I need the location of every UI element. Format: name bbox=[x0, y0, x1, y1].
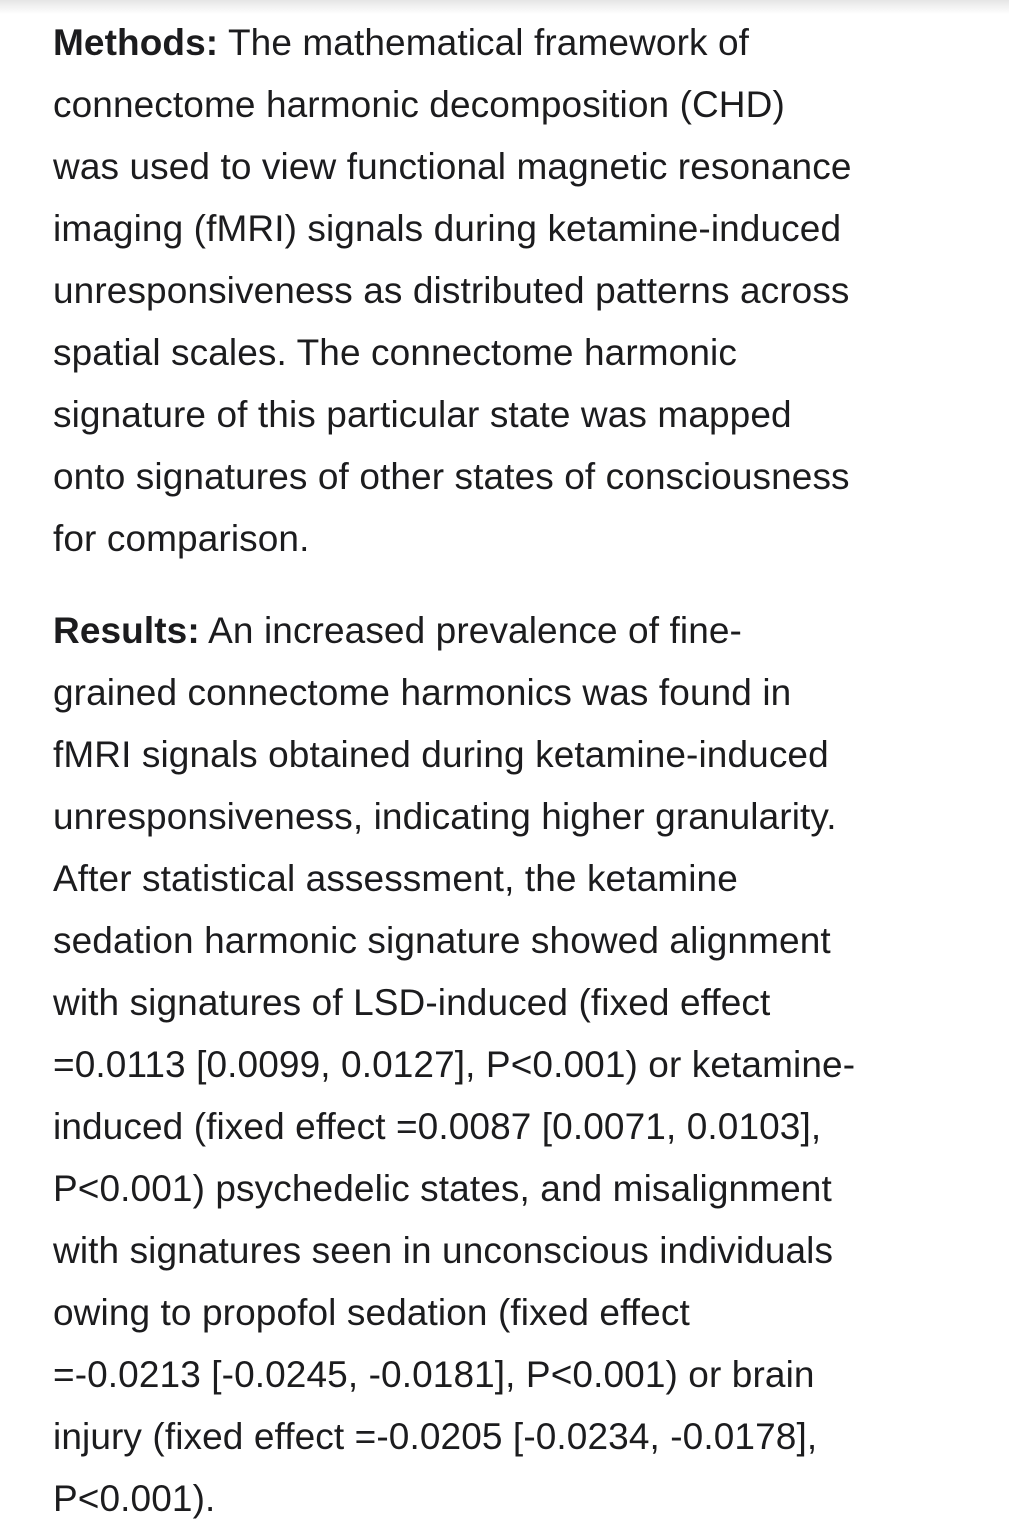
results-line: injury (fixed effect =-0.0205 [-0.0234, -0.0178], bbox=[53, 1416, 818, 1457]
results-line: P<0.001). bbox=[53, 1478, 216, 1519]
methods-line: for comparison. bbox=[53, 518, 310, 559]
results-line: with signatures seen in unconscious individuals bbox=[53, 1230, 834, 1271]
methods-line: unresponsiveness as distributed patterns across bbox=[53, 270, 850, 311]
methods-line: onto signatures of other states of consciousness bbox=[53, 456, 850, 497]
results-line-1 bbox=[53, 600, 973, 662]
results-line: fMRI signals obtained during ketamine-induced bbox=[53, 734, 829, 775]
methods-line: connectome harmonic decomposition (CHD) bbox=[53, 84, 785, 125]
results-line: induced (fixed effect =0.0087 [0.0071, 0.0103], bbox=[53, 1106, 822, 1147]
methods-paragraph bbox=[53, 12, 973, 570]
methods-line: was used to view functional magnetic resonance bbox=[53, 146, 852, 187]
methods-line-1 bbox=[53, 12, 973, 74]
methods-line: imaging (fMRI) signals during ketamine-induced bbox=[53, 208, 842, 249]
methods-line: spatial scales. The connectome harmonic bbox=[53, 332, 737, 373]
results-line: grained connectome harmonics was found in bbox=[53, 672, 792, 713]
results-line: sedation harmonic signature showed alignment bbox=[53, 920, 831, 961]
results-paragraph bbox=[53, 600, 973, 1530]
results-line: After statistical assessment, the ketamine bbox=[53, 858, 738, 899]
methods-text: The mathematical framework of bbox=[218, 22, 750, 63]
results-text: An increased prevalence of fine- bbox=[199, 610, 742, 651]
results-line: =0.0113 [0.0099, 0.0127], P<0.001) or ketamine- bbox=[53, 1044, 856, 1085]
abstract-content bbox=[53, 12, 973, 1530]
results-line: with signatures of LSD-induced (fixed effect bbox=[53, 982, 771, 1023]
results-line: P<0.001) psychedelic states, and misalignment bbox=[53, 1168, 832, 1209]
results-line: owing to propofol sedation (fixed effect bbox=[53, 1292, 690, 1333]
results-heading: Results: bbox=[53, 610, 200, 651]
results-line: =-0.0213 [-0.0245, -0.0181], P<0.001) or brain bbox=[53, 1354, 815, 1395]
results-line: unresponsiveness, indicating higher granularity. bbox=[53, 796, 837, 837]
methods-heading: Methods: bbox=[53, 22, 219, 63]
methods-line: signature of this particular state was mapped bbox=[53, 394, 792, 435]
